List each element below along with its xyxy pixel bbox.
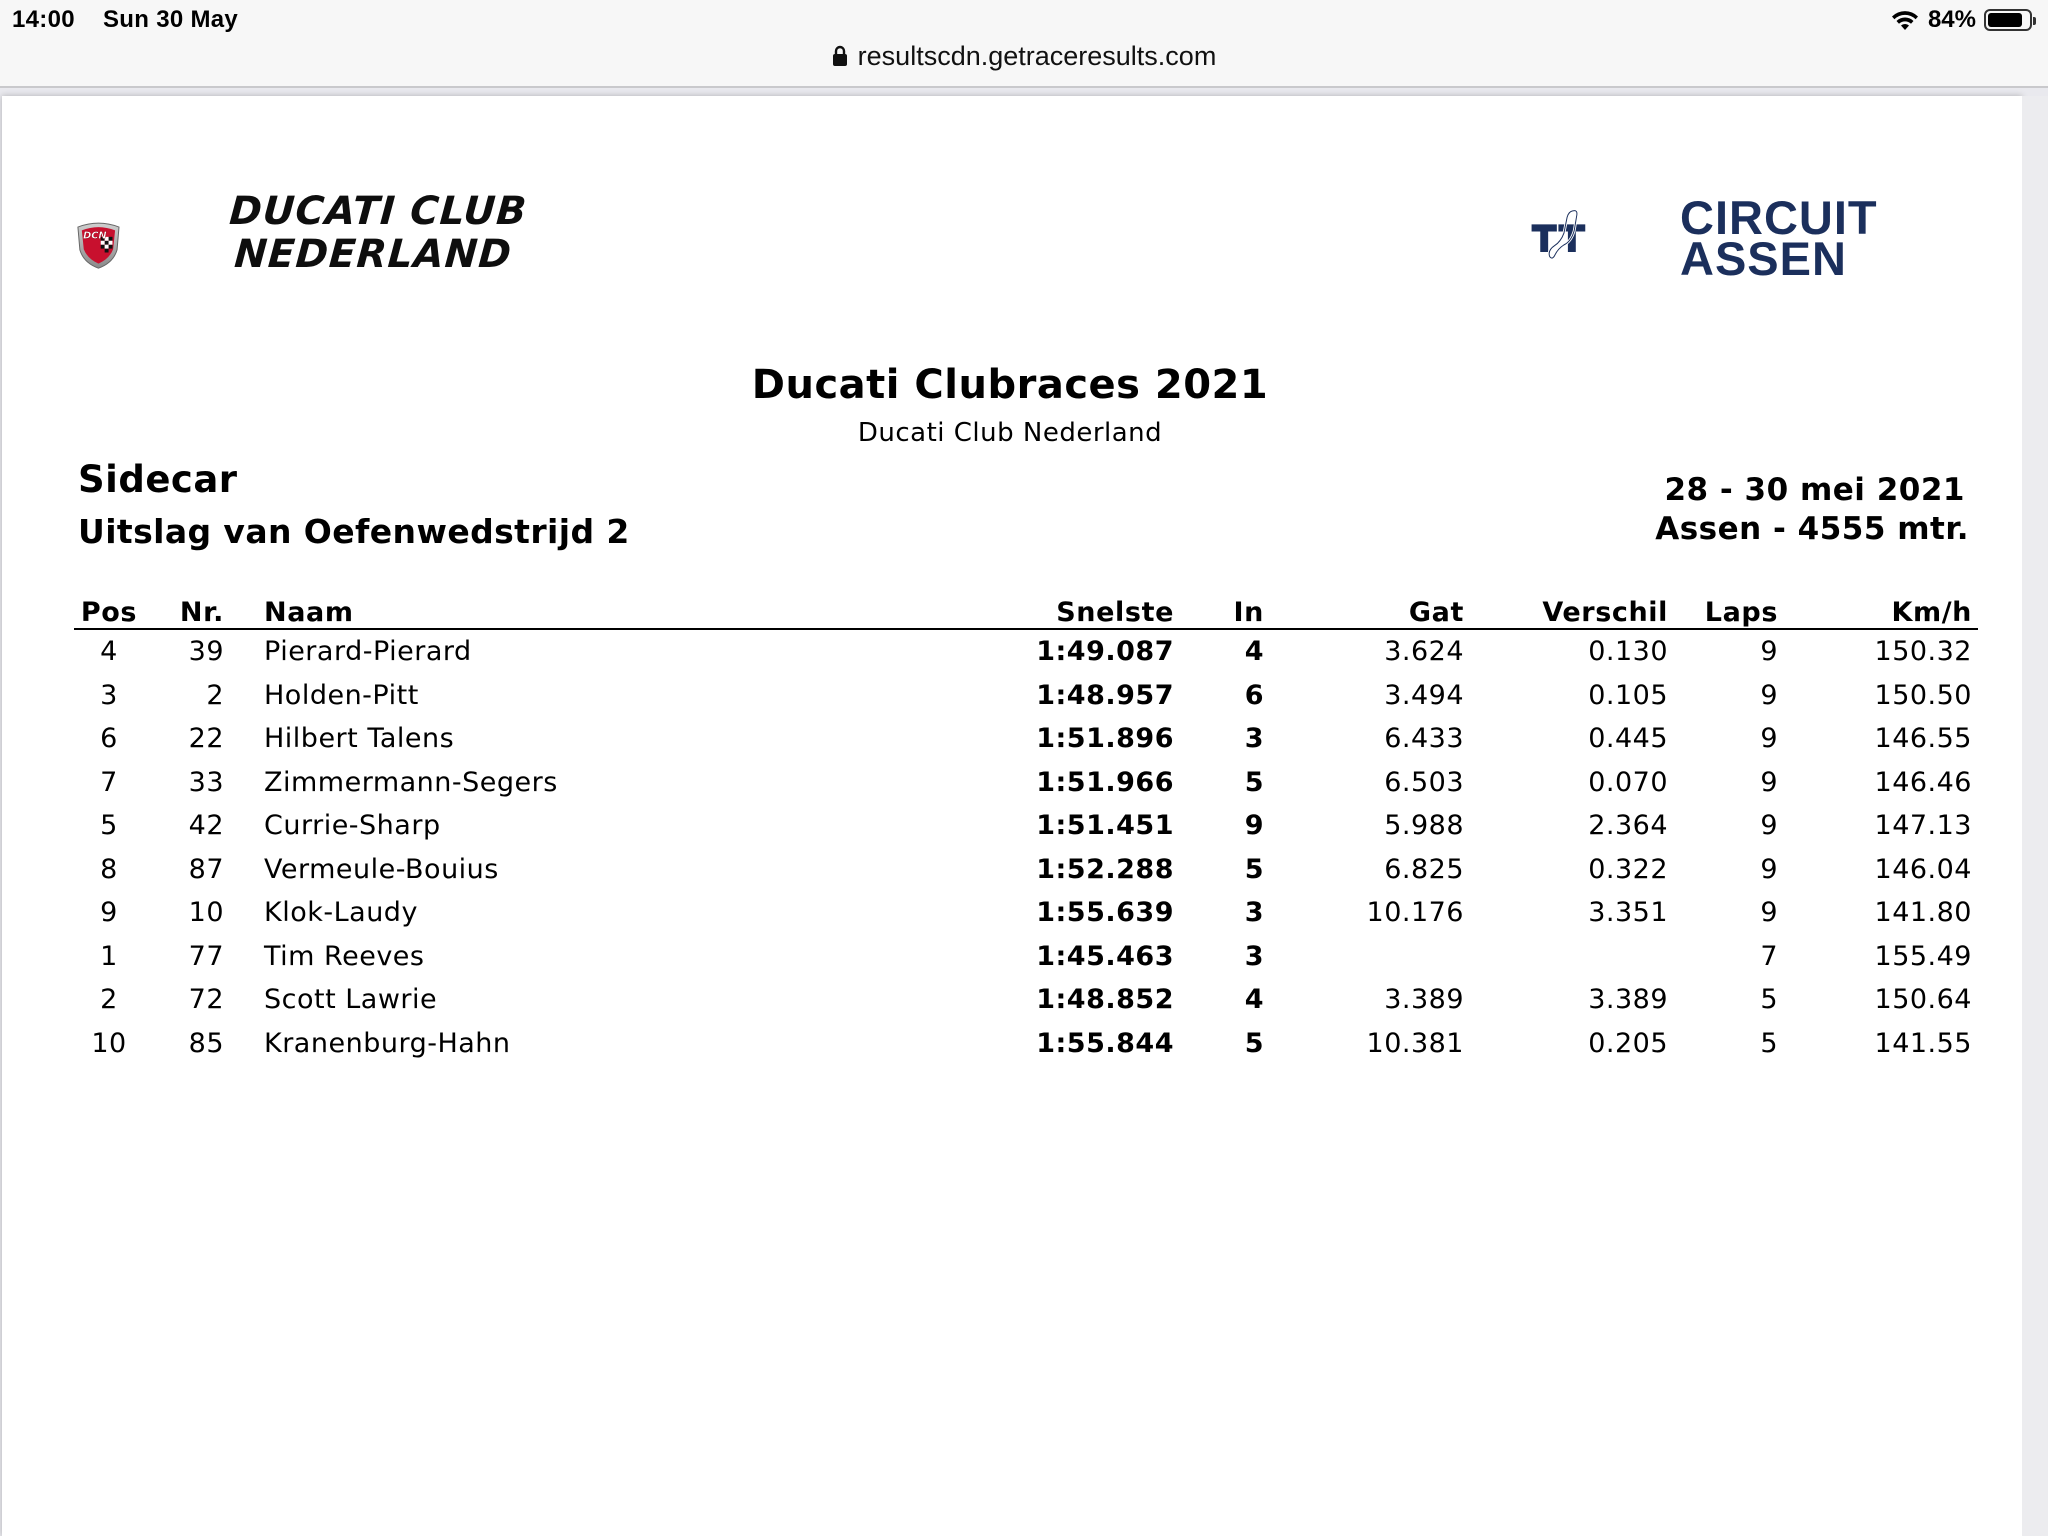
cell-naam: Klok-Laudy bbox=[264, 897, 418, 929]
cell-pos: 10 bbox=[91, 1027, 127, 1059]
cell-snelste: 1:55.844 bbox=[1036, 1027, 1174, 1059]
cell-kmh: 146.46 bbox=[1874, 766, 1972, 798]
cell-laps: 7 bbox=[1760, 940, 1778, 972]
results-table bbox=[74, 592, 1978, 1065]
cell-gat bbox=[1282, 935, 1464, 979]
table-header-row bbox=[74, 592, 1978, 629]
tt-circuit-assen-logo-icon bbox=[1530, 170, 1680, 300]
header-snelste: Snelste bbox=[834, 592, 1174, 629]
cell-verschil: 0.130 bbox=[1588, 636, 1668, 668]
cell-verschil: 3.351 bbox=[1588, 897, 1668, 929]
cell-naam: Tim Reeves bbox=[264, 940, 425, 972]
cell-verschil bbox=[1464, 935, 1668, 979]
wifi-icon bbox=[1890, 8, 1920, 32]
report-subtitle: Ducati Club Nederland bbox=[857, 418, 1163, 448]
table-row bbox=[74, 804, 1978, 848]
cell-naam: Hilbert Talens bbox=[264, 723, 455, 755]
cell-in: 5 bbox=[1244, 1027, 1264, 1059]
cell-pos: 5 bbox=[100, 810, 118, 842]
cell-in: 3 bbox=[1244, 897, 1264, 929]
status-time: 14:00 bbox=[12, 6, 75, 33]
logo-line-assen: ASSEN bbox=[1680, 232, 1847, 285]
cell-naam: Currie-Sharp bbox=[264, 810, 441, 842]
event-venue: Assen - 4555 mtr. bbox=[1655, 511, 1969, 547]
cell-snelste: 1:49.087 bbox=[1036, 636, 1174, 668]
cell-laps: 9 bbox=[1760, 810, 1778, 842]
cell-pos: 8 bbox=[100, 853, 118, 885]
cell-nr: 72 bbox=[188, 984, 224, 1016]
cell-kmh: 150.64 bbox=[1874, 984, 1972, 1016]
cell-gat: 10.176 bbox=[1366, 897, 1464, 929]
logo-line-2: NEDERLAND bbox=[232, 232, 514, 277]
table-row bbox=[74, 629, 1978, 674]
cell-verschil: 0.105 bbox=[1588, 679, 1668, 711]
cell-in: 5 bbox=[1244, 766, 1264, 798]
url-text[interactable]: resultscdn.getraceresults.com bbox=[857, 40, 1217, 71]
cell-naam: Holden-Pitt bbox=[264, 679, 419, 711]
header-kmh: Km/h bbox=[1808, 592, 1978, 629]
cell-kmh: 155.49 bbox=[1874, 940, 1972, 972]
cell-verschil: 0.445 bbox=[1588, 723, 1668, 755]
cell-pos: 1 bbox=[100, 940, 118, 972]
cell-nr: 85 bbox=[188, 1027, 224, 1059]
cell-in: 6 bbox=[1244, 679, 1264, 711]
cell-pos: 3 bbox=[100, 679, 118, 711]
cell-snelste: 1:51.451 bbox=[1036, 810, 1174, 842]
header-nr: Nr. bbox=[144, 592, 224, 629]
cell-laps: 5 bbox=[1760, 1027, 1778, 1059]
svg-text:DCN: DCN bbox=[83, 230, 107, 242]
cell-in: 4 bbox=[1244, 984, 1264, 1016]
table-row bbox=[74, 891, 1978, 935]
cell-kmh: 147.13 bbox=[1874, 810, 1972, 842]
cell-pos: 2 bbox=[100, 984, 118, 1016]
cell-naam: Scott Lawrie bbox=[264, 984, 438, 1016]
table-row bbox=[74, 717, 1978, 761]
battery-percentage: 84% bbox=[1927, 6, 1976, 33]
status-indicators bbox=[1890, 4, 2032, 36]
cell-snelste: 1:51.966 bbox=[1036, 766, 1174, 798]
status-date: Sun 30 May bbox=[103, 6, 239, 33]
cell-snelste: 1:48.957 bbox=[1036, 679, 1174, 711]
battery-icon bbox=[1984, 9, 2032, 31]
cell-laps: 5 bbox=[1760, 984, 1778, 1016]
class-name: Sidecar bbox=[78, 458, 238, 501]
cell-gat: 3.624 bbox=[1384, 636, 1464, 668]
cell-nr: 77 bbox=[188, 940, 224, 972]
circuit-assen-logo-text bbox=[1680, 191, 1878, 285]
cell-kmh: 150.50 bbox=[1874, 679, 1972, 711]
results-body bbox=[74, 629, 1978, 1065]
cell-snelste: 1:45.463 bbox=[1036, 940, 1174, 972]
cell-verschil: 0.070 bbox=[1588, 766, 1668, 798]
cell-laps: 9 bbox=[1760, 636, 1778, 668]
cell-naam: Pierard-Pierard bbox=[264, 636, 472, 668]
event-date: 28 - 30 mei 2021 bbox=[1664, 472, 1965, 508]
cell-laps: 9 bbox=[1760, 897, 1778, 929]
cell-pos: 6 bbox=[100, 723, 118, 755]
cell-gat: 6.825 bbox=[1384, 853, 1464, 885]
cell-in: 3 bbox=[1244, 723, 1264, 755]
cell-naam: Vermeule-Bouius bbox=[264, 853, 499, 885]
cell-gat: 3.494 bbox=[1384, 679, 1464, 711]
cell-kmh: 146.04 bbox=[1874, 853, 1972, 885]
cell-in: 3 bbox=[1244, 940, 1264, 972]
cell-kmh: 146.55 bbox=[1874, 723, 1972, 755]
ducati-club-logo-text bbox=[225, 190, 529, 276]
cell-verschil: 2.364 bbox=[1588, 810, 1668, 842]
cell-laps: 9 bbox=[1760, 679, 1778, 711]
cell-gat: 10.381 bbox=[1366, 1027, 1464, 1059]
cell-gat: 6.433 bbox=[1384, 723, 1464, 755]
cell-pos: 9 bbox=[100, 897, 118, 929]
cell-verschil: 0.322 bbox=[1588, 853, 1668, 885]
logo-line-1: DUCATI CLUB bbox=[227, 189, 529, 234]
cell-nr: 42 bbox=[188, 810, 224, 842]
cell-nr: 39 bbox=[188, 636, 224, 668]
table-row bbox=[74, 1022, 1978, 1066]
ducati-club-logo-icon bbox=[74, 170, 224, 320]
cell-gat: 5.988 bbox=[1384, 810, 1464, 842]
table-row bbox=[74, 674, 1978, 718]
cell-nr: 2 bbox=[206, 679, 224, 711]
cell-verschil: 3.389 bbox=[1588, 984, 1668, 1016]
lock-icon bbox=[832, 45, 848, 67]
address-bar[interactable] bbox=[0, 38, 2048, 74]
report-title: Ducati Clubraces 2021 bbox=[751, 362, 1269, 408]
table-row bbox=[74, 935, 1978, 979]
cell-snelste: 1:52.288 bbox=[1036, 853, 1174, 885]
cell-snelste: 1:48.852 bbox=[1036, 984, 1174, 1016]
cell-kmh: 150.32 bbox=[1874, 636, 1972, 668]
header-pos: Pos bbox=[74, 592, 144, 629]
cell-nr: 22 bbox=[188, 723, 224, 755]
table-row bbox=[74, 761, 1978, 805]
cell-kmh: 141.55 bbox=[1874, 1027, 1972, 1059]
battery-level-fill bbox=[1988, 13, 2022, 27]
cell-nr: 10 bbox=[188, 897, 224, 929]
cell-laps: 9 bbox=[1760, 853, 1778, 885]
cell-verschil: 0.205 bbox=[1588, 1027, 1668, 1059]
header-gat: Gat bbox=[1282, 592, 1464, 629]
cell-laps: 9 bbox=[1760, 766, 1778, 798]
header-laps: Laps bbox=[1668, 592, 1808, 629]
cell-naam: Kranenburg-Hahn bbox=[264, 1027, 511, 1059]
cell-laps: 9 bbox=[1760, 723, 1778, 755]
browser-top-bar bbox=[0, 0, 2048, 88]
cell-naam: Zimmermann-Segers bbox=[264, 766, 558, 798]
header-naam: Naam bbox=[224, 592, 834, 629]
cell-pos: 7 bbox=[100, 766, 118, 798]
header-in: In bbox=[1174, 592, 1282, 629]
cell-snelste: 1:51.896 bbox=[1036, 723, 1174, 755]
cell-snelste: 1:55.639 bbox=[1036, 897, 1174, 929]
race-name: Uitslag van Oefenwedstrijd 2 bbox=[78, 512, 630, 551]
cell-gat: 6.503 bbox=[1384, 766, 1464, 798]
table-row bbox=[74, 978, 1978, 1022]
cell-gat: 3.389 bbox=[1384, 984, 1464, 1016]
table-row bbox=[74, 848, 1978, 892]
cell-kmh: 141.80 bbox=[1874, 897, 1972, 929]
cell-nr: 87 bbox=[188, 853, 224, 885]
page-scroll-edge bbox=[2022, 96, 2048, 1536]
cell-in: 5 bbox=[1244, 853, 1264, 885]
cell-in: 9 bbox=[1244, 810, 1264, 842]
cell-nr: 33 bbox=[188, 766, 224, 798]
logo-line-circuit: CIRCUIT bbox=[1680, 191, 1878, 244]
cell-in: 4 bbox=[1244, 636, 1264, 668]
cell-pos: 4 bbox=[100, 636, 118, 668]
header-verschil: Verschil bbox=[1464, 592, 1668, 629]
